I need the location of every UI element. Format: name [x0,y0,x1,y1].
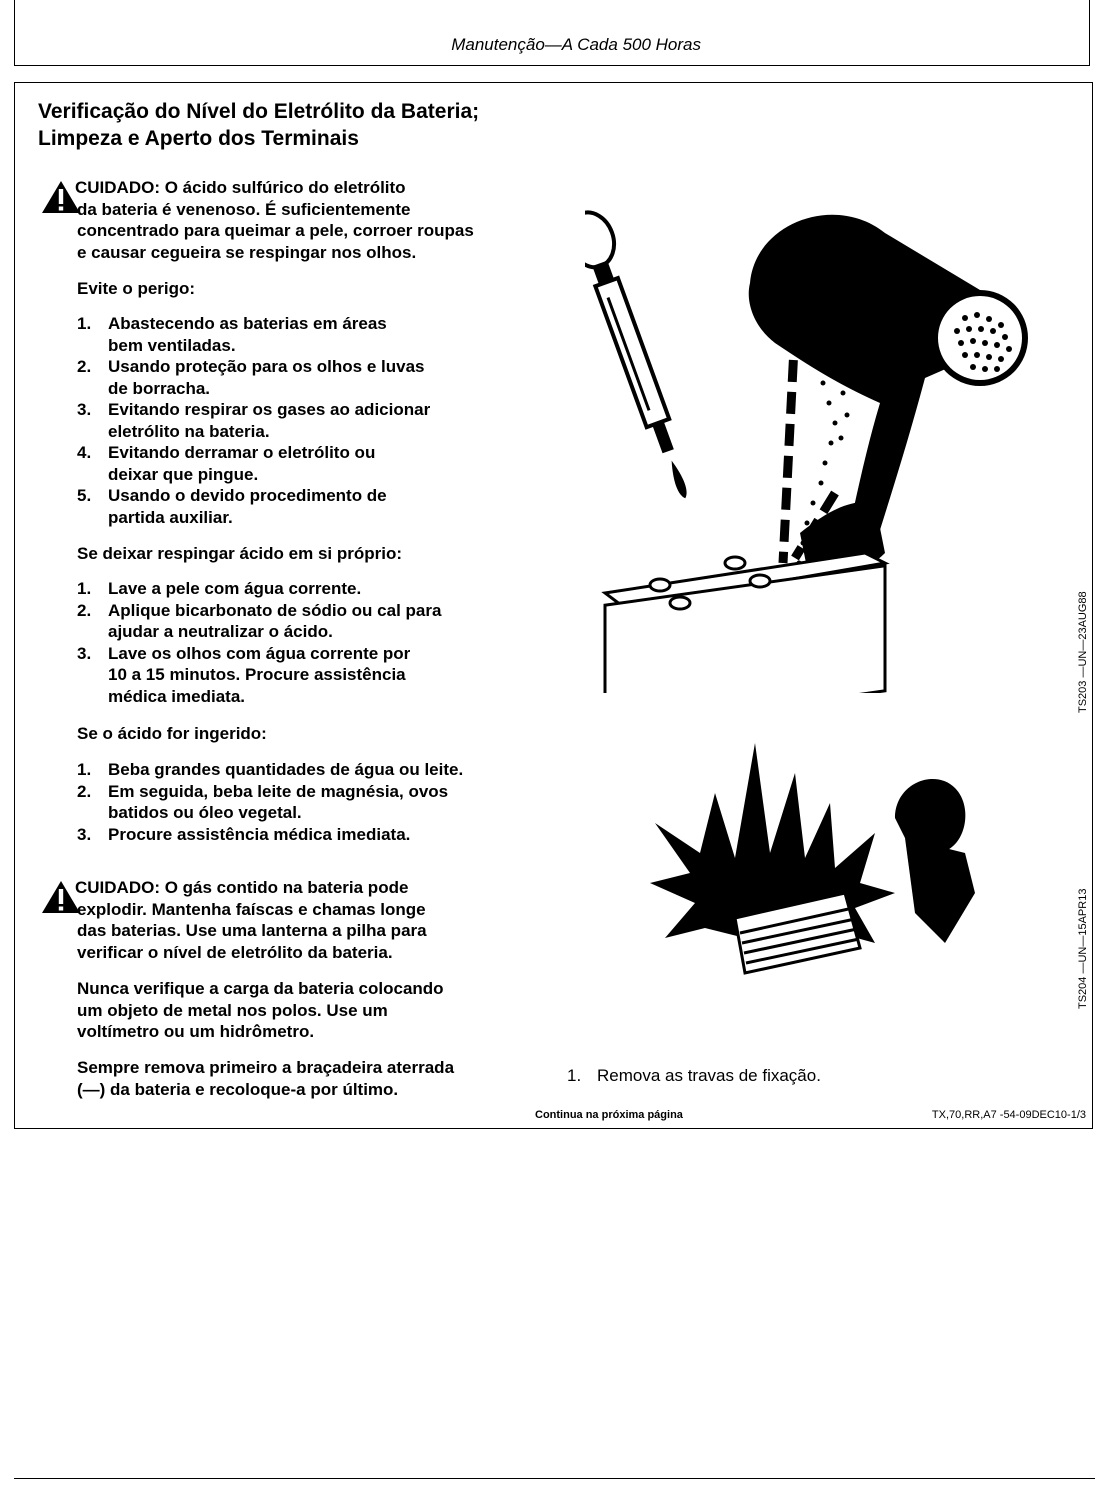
list-item: 3. Evitando respirar os gases ao adicionar eletrólito na bateria. [77,400,431,441]
splash-heading: Se deixar respingar ácido em si próprio: [77,544,402,563]
metal-warning-line1: Nunca verifique a carga da bateria colocando [77,979,444,998]
step-1 [567,1066,821,1086]
list-item: 3. Procure assistência médica imediata. [77,824,411,844]
list-item: 2. Aplique bicarbonato de sódio ou cal para ajudar a neutralizar o ácido. [77,600,442,641]
document-code: TX,70,RR,A7 -54-09DEC10-1/3 [931,1109,1086,1121]
header-title: Manutenção—A Cada 500 Horas [451,35,701,54]
continue-note: Continua na próxima página [535,1109,683,1121]
section-title [38,98,479,152]
caution2-line4: verificar o nível de eletrólito da bateria. [77,943,393,962]
caution2-line1: CUIDADO: O gás contido na bateria pode [75,878,409,897]
avoid-heading: Evite o perigo: [77,279,196,298]
caution1-line2: da bateria é venenoso. É suficientemente [77,200,411,219]
caution1-line1: CUIDADO: O ácido sulfúrico do eletrólito [75,178,406,197]
step-number: 1. [567,1066,582,1085]
list-item: 2. Usando proteção para os olhos e luvas de borracha. [77,357,425,398]
caution1-line3: concentrado para queimar a pele, corroer roupas [77,221,474,240]
section-title-line1: Verificação do Nível do Eletrólito da Bateria; [38,100,480,123]
metal-warning-line2: um objeto de metal nos polos. Use um [77,1001,388,1020]
caution2-line2: explodir. Mantenha faíscas e chamas longe [77,900,426,919]
step-text: Remova as travas de fixação. [597,1066,821,1085]
section-title-line2: Limpeza e Aperto dos Terminais [38,127,359,150]
figure2-code: TS204 —UN—15APR13 [1077,888,1089,1009]
battery-acid-illustration [585,153,1045,693]
splash-list [77,578,441,707]
metal-warning-line3: voltímetro ou um hidrômetro. [77,1022,315,1041]
page-header [14,0,1090,66]
list-item: 3. Lave os olhos com água corrente por 10 a 15 minutos. Procure assistência médica imediata. [77,643,411,706]
list-item: 5. Usando o devido procedimento de partida auxiliar. [77,486,387,527]
list-item: 2. Em seguida, beba leite de magnésia, ovos batidos ou óleo vegetal. [77,781,449,822]
avoid-list [77,313,430,528]
ingest-heading: Se o ácido for ingerido: [77,724,267,743]
list-item: 1. Lave a pele com água corrente. [77,579,362,598]
figure1-code: TS203 —UN—23AUG88 [1077,591,1089,713]
bottom-divider [14,1478,1095,1479]
content-box [14,82,1093,1129]
list-item: 4. Evitando derramar o eletrólito ou deixar que pingue. [77,443,376,484]
caution2-line3: das baterias. Use uma lanterna a pilha para [77,921,427,940]
list-item: 1. Abastecendo as baterias em áreas bem ventiladas. [77,314,387,355]
ingest-list [77,759,463,845]
list-item: 1. Beba grandes quantidades de água ou leite. [77,760,464,779]
caution1-line4: e causar cegueira se respingar nos olhos. [77,243,417,262]
battery-explosion-illustration [645,743,1005,1003]
ground-clamp-line2: (—) da bateria e recoloque-a por último. [77,1080,399,1099]
ground-clamp-line1: Sempre remova primeiro a braçadeira aterrada [77,1058,455,1077]
